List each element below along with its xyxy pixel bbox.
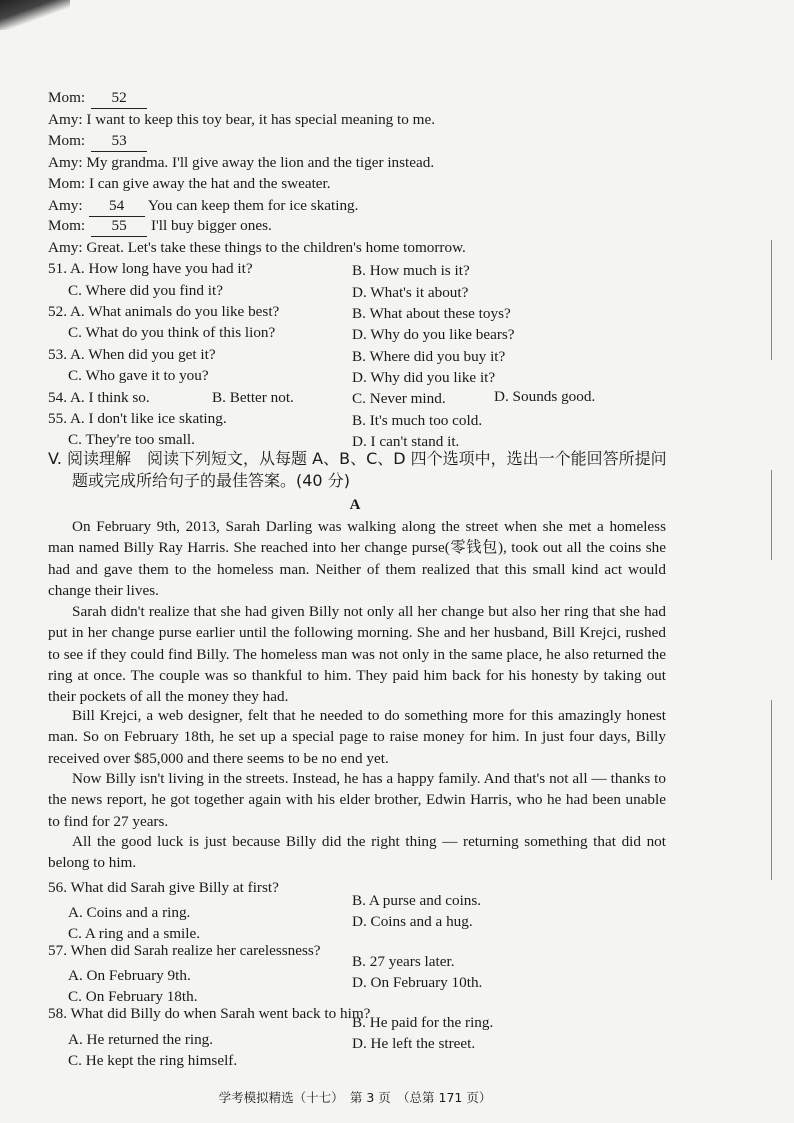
option-57-c: C. On February 18th.: [68, 988, 198, 1005]
option-58-d: D. He left the street.: [352, 1035, 476, 1052]
dialogue-line: [48, 196, 358, 217]
answer-blank: 55: [91, 216, 147, 237]
answer-blank: 53: [91, 131, 147, 152]
option-53-d: D. Why did you like it?: [352, 369, 496, 386]
option-54-d: D. Sounds good.: [494, 388, 596, 405]
option-52-b: B. What about these toys?: [352, 305, 511, 322]
passage-label: A: [349, 497, 361, 513]
option-55-c: C. They're too small.: [68, 431, 195, 448]
option-55-b: B. It's much too cold.: [352, 412, 483, 429]
option-58-c: C. He kept the ring himself.: [68, 1052, 238, 1069]
option-52-d: D. Why do you like bears?: [352, 326, 515, 343]
speaker: Amy:: [48, 154, 83, 171]
dialogue-text: My grandma. I'll give away the lion and the tiger instead.: [86, 154, 435, 171]
option-54-c: C. Never mind.: [352, 390, 446, 407]
answer-blank: 54: [89, 196, 145, 217]
dialogue-text: Great. Let's take these things to the children's home tomorrow.: [86, 239, 466, 256]
speaker: Mom:: [48, 89, 86, 106]
option-58-b: B. He paid for the ring.: [352, 1014, 494, 1031]
option-51-b: B. How much is it?: [352, 262, 470, 279]
option-57-d: D. On February 10th.: [352, 974, 483, 991]
scan-edge-mark: [771, 700, 772, 880]
option-52-c: C. What do you think of this lion?: [68, 324, 276, 341]
speaker: Mom:: [48, 217, 86, 234]
option-51-a: 51. A. How long have you had it?: [48, 260, 253, 277]
option-54-b: B. Better not.: [212, 389, 294, 406]
section-title-line1: V. 阅读理解 阅读下列短文，从每题 A、B、C、D 四个选项中，选出一个能回答所提问: [48, 449, 667, 468]
dialogue-line: [48, 88, 147, 109]
option-53-c: C. Who gave it to you?: [68, 367, 209, 384]
option-56-b: B. A purse and coins.: [352, 892, 482, 909]
page-footer: 学考模拟精选（十七） 第 3 页 （总第 171 页）: [218, 1090, 492, 1105]
dialogue-line: [48, 153, 434, 173]
option-51-d: D. What's it about?: [352, 284, 469, 301]
option-58-a: A. He returned the ring.: [68, 1031, 214, 1048]
option-52-a: 52. A. What animals do you like best?: [48, 303, 280, 320]
option-57-a: A. On February 9th.: [68, 967, 191, 984]
option-56-c: C. A ring and a smile.: [68, 925, 201, 942]
option-53-b: B. Where did you buy it?: [352, 348, 506, 365]
passage-paragraph: Sarah didn't realize that she had given Billy not only all her change but also her ring that she had put in her change purse earlier until the following morning. She and her husband, Bill Krejci, rushed to see if they could find Billy. The homeless man was not only in the same place, he also returned the ring at once. The couple was so thankful to him. They paid him back for his honesty by taking out their pockets of all the money they had.: [48, 603, 666, 706]
question-58-stem: 58. What did Billy do when Sarah went back to him?: [48, 1005, 371, 1022]
option-51-c: C. Where did you find it?: [68, 282, 223, 299]
passage-paragraph: On February 9th, 2013, Sarah Darling was walking along the street when she met a homeless man named Billy Ray Harris. She reached into her change purse(零钱包), took out all the coins she had and gave them to the homeless man. Neither of them realized that this small kind act would change their lives.: [48, 518, 666, 599]
dialogue-text: I want to keep this toy bear, it has special meaning to me.: [86, 111, 436, 128]
scan-edge-mark: [771, 240, 772, 360]
question-57-stem: 57. When did Sarah realize her carelessness?: [48, 942, 321, 959]
option-53-a: 53. A. When did you get it?: [48, 346, 216, 363]
section-title-line2: 题或完成所给句子的最佳答案。(40 分): [72, 471, 350, 490]
option-54-a: 54. A. I think so.: [48, 389, 150, 406]
answer-blank: 52: [91, 88, 147, 109]
speaker: Mom:: [48, 175, 86, 192]
option-55-a: 55. A. I don't like ice skating.: [48, 410, 227, 427]
dialogue-line: [48, 131, 147, 152]
speaker: Amy:: [48, 111, 83, 128]
option-55-d: D. I can't stand it.: [352, 433, 460, 450]
dialogue-line: [48, 216, 272, 237]
option-56-a: A. Coins and a ring.: [68, 904, 191, 921]
dialogue-line: [48, 174, 331, 194]
option-56-d: D. Coins and a hug.: [352, 913, 473, 930]
passage-paragraph: Now Billy isn't living in the streets. Instead, he has a happy family. And that's not all — thanks to the news report, he got together again with his elder brother, Edwin Harris, who he had been unable to find for 27 years.: [48, 770, 666, 830]
scan-edge-mark: [771, 470, 772, 560]
dialogue-line: [48, 110, 435, 130]
passage-paragraph: Bill Krejci, a web designer, felt that he needed to do something more for this amazingly honest man. So on February 18th, he set up a special page to raise money for him. In just four days, Billy received over $85,000 and there seems to be no end yet.: [48, 707, 666, 767]
speaker: Mom:: [48, 132, 86, 149]
question-56-stem: 56. What did Sarah give Billy at first?: [48, 879, 279, 896]
speaker: Amy:: [48, 239, 83, 256]
option-57-b: B. 27 years later.: [352, 953, 455, 970]
passage-paragraph: All the good luck is just because Billy did the right thing — returning something that did not belong to him.: [48, 833, 666, 872]
dialogue-text: I can give away the hat and the sweater.: [88, 175, 331, 192]
dialogue-line: [48, 238, 466, 258]
speaker: Amy:: [48, 197, 83, 214]
dialogue-text: I'll buy bigger ones.: [150, 217, 272, 234]
section-heading: [48, 448, 678, 492]
scan-corner-shadow: [0, 0, 70, 30]
dialogue-text: You can keep them for ice skating.: [147, 197, 359, 214]
